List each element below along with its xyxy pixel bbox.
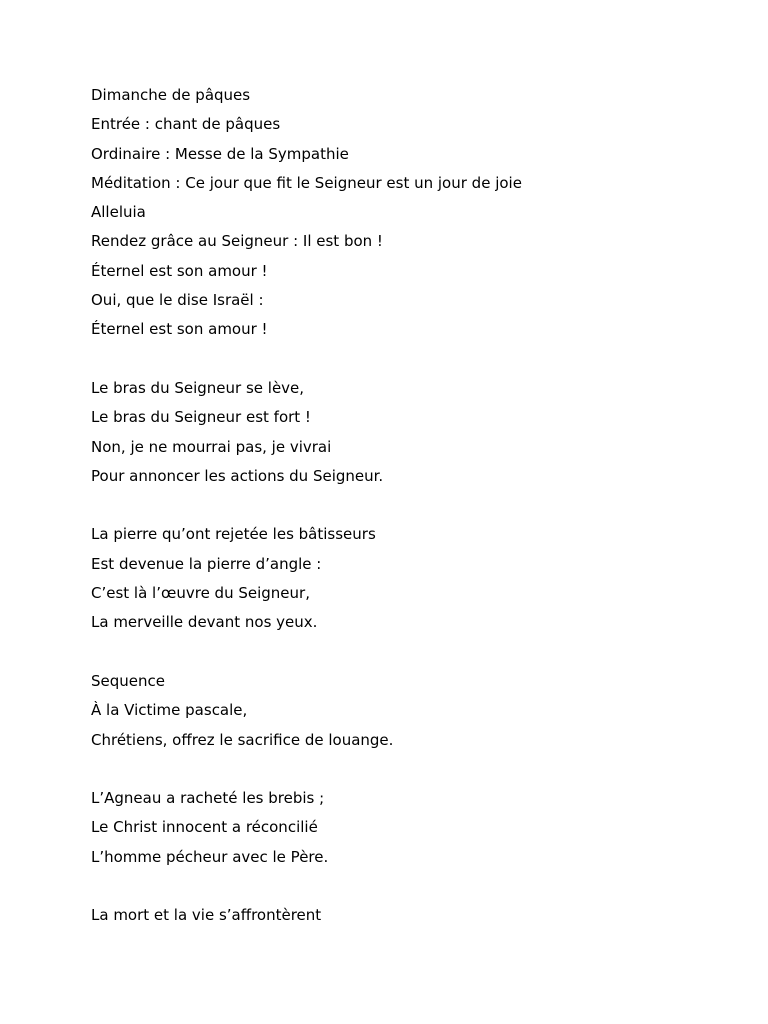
text-line: Alleluia: [91, 203, 146, 222]
stanza-gap: [91, 638, 731, 667]
stanza-2: [91, 374, 731, 491]
text-line: L’homme pécheur avec le Père.: [91, 847, 329, 866]
text-line: C’est là l’œuvre du Seigneur,: [91, 584, 310, 603]
text-line: Éternel est son amour !: [91, 261, 268, 280]
text-line: Le Christ innocent a réconcilié: [91, 818, 318, 837]
text-line: Le bras du Seigneur est fort !: [91, 408, 311, 427]
text-line: Méditation : Ce jour que fit le Seigneur est un jour de joie: [91, 173, 522, 192]
section-heading: Sequence: [91, 671, 165, 690]
text-line: La mort et la vie s’affrontèrent: [91, 906, 322, 925]
text-line: La merveille devant nos yeux.: [91, 613, 318, 632]
text-line: Pour annoncer les actions du Seigneur.: [91, 466, 384, 485]
stanza-gap: [91, 755, 731, 784]
text-line: Oui, que le dise Israël :: [91, 291, 264, 310]
text-line: L’Agneau a racheté les brebis ;: [91, 789, 325, 808]
stanza-3: [91, 520, 731, 637]
stanza-gap: [91, 872, 731, 901]
text-line: Éternel est son amour !: [91, 320, 268, 339]
text-line: Non, je ne mourrai pas, je vivrai: [91, 437, 332, 456]
stanza-gap: [91, 491, 731, 520]
stanza-sequence: [91, 667, 731, 755]
text-line: Entrée : chant de pâques: [91, 115, 281, 134]
stanza-gap: [91, 345, 731, 374]
stanza-5: [91, 784, 731, 872]
text-line: Est devenue la pierre d’angle :: [91, 554, 322, 573]
document-page: [91, 81, 731, 931]
document-title: Dimanche de pâques: [91, 86, 251, 104]
stanza-intro: [91, 81, 731, 345]
text-line: À la Victime pascale,: [91, 701, 248, 720]
text-line: Rendez grâce au Seigneur : Il est bon !: [91, 232, 383, 251]
text-line: Chrétiens, offrez le sacrifice de louange.: [91, 730, 394, 749]
text-line: La pierre qu’ont rejetée les bâtisseurs: [91, 525, 376, 544]
stanza-6: [91, 901, 731, 930]
text-line: Le bras du Seigneur se lève,: [91, 378, 305, 397]
text-line: Ordinaire : Messe de la Sympathie: [91, 144, 349, 163]
